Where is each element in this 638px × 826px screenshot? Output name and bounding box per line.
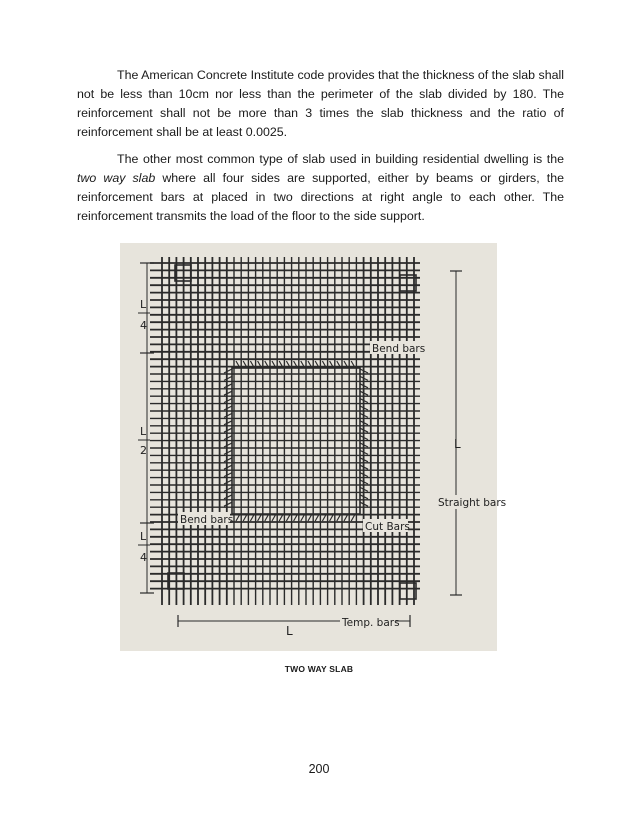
two-way-slab-figure	[120, 243, 507, 651]
reinforcement-bars	[150, 257, 420, 605]
paragraph-2-text-b: where all four sides are supported, either by beams or girders, the reinforcement bars at placed in two directions at right angle to each other. The reinforcement transmits the load of the floor to the side support.	[77, 171, 564, 223]
bend-tick	[224, 406, 232, 410]
label-temp-bars: Temp. bars	[342, 617, 400, 629]
bend-tick	[224, 413, 232, 417]
paragraph-1-text: The American Concrete Institute code provides that the thickness of the slab shall not be less than 10cm nor less than the perimeter of the slab divided by 180. The reinforcement shall not be more than 3 times the slab thickness and the ratio of reinforcement shall be at least 0.0025.	[77, 68, 564, 139]
label-cut-bars: Cut Bars	[365, 521, 410, 533]
paragraph-2-text-a: The other most common type of slab used in building residential dwelling is the	[117, 152, 564, 166]
label-straight-bars: Straight bars	[438, 497, 507, 509]
dim-label-l-right: L	[454, 437, 461, 451]
bend-tick	[224, 465, 232, 469]
label-bend-bars-top: Bend bars	[372, 343, 426, 355]
paragraph-aci-code	[77, 66, 564, 142]
dim-label-l4-top-num: L	[140, 298, 147, 311]
paragraph-2-italic-term: two way slab	[77, 171, 156, 185]
bend-tick	[224, 450, 232, 454]
dim-label-l4-bottom-den: 4	[140, 551, 147, 564]
label-bend-bars-bottom: Bend bars	[180, 514, 234, 526]
bend-tick	[224, 473, 232, 477]
figure-caption: TWO WAY SLAB	[284, 664, 354, 674]
bend-tick	[224, 384, 232, 388]
bend-tick	[224, 399, 232, 403]
dim-label-l-bottom: L	[286, 624, 293, 638]
bend-tick	[224, 391, 232, 395]
dim-label-l2-num: L	[140, 425, 147, 438]
dim-label-l2-den: 2	[140, 444, 147, 457]
bend-tick	[224, 436, 232, 440]
bend-tick	[224, 495, 232, 499]
page-number: 200	[308, 762, 330, 776]
dim-label-l4-top-den: 4	[140, 319, 147, 332]
slab-reinforcement-drawing	[120, 243, 507, 651]
bend-tick	[224, 376, 232, 380]
bend-tick	[224, 480, 232, 484]
bend-tick	[224, 487, 232, 491]
bend-tick	[224, 369, 232, 373]
paragraph-two-way-slab	[77, 150, 564, 226]
dim-label-l4-bottom-num: L	[140, 530, 147, 543]
bend-tick	[224, 502, 232, 506]
bend-tick	[224, 421, 232, 425]
bend-tick	[224, 458, 232, 462]
bend-tick	[224, 443, 232, 447]
bend-tick	[224, 428, 232, 432]
